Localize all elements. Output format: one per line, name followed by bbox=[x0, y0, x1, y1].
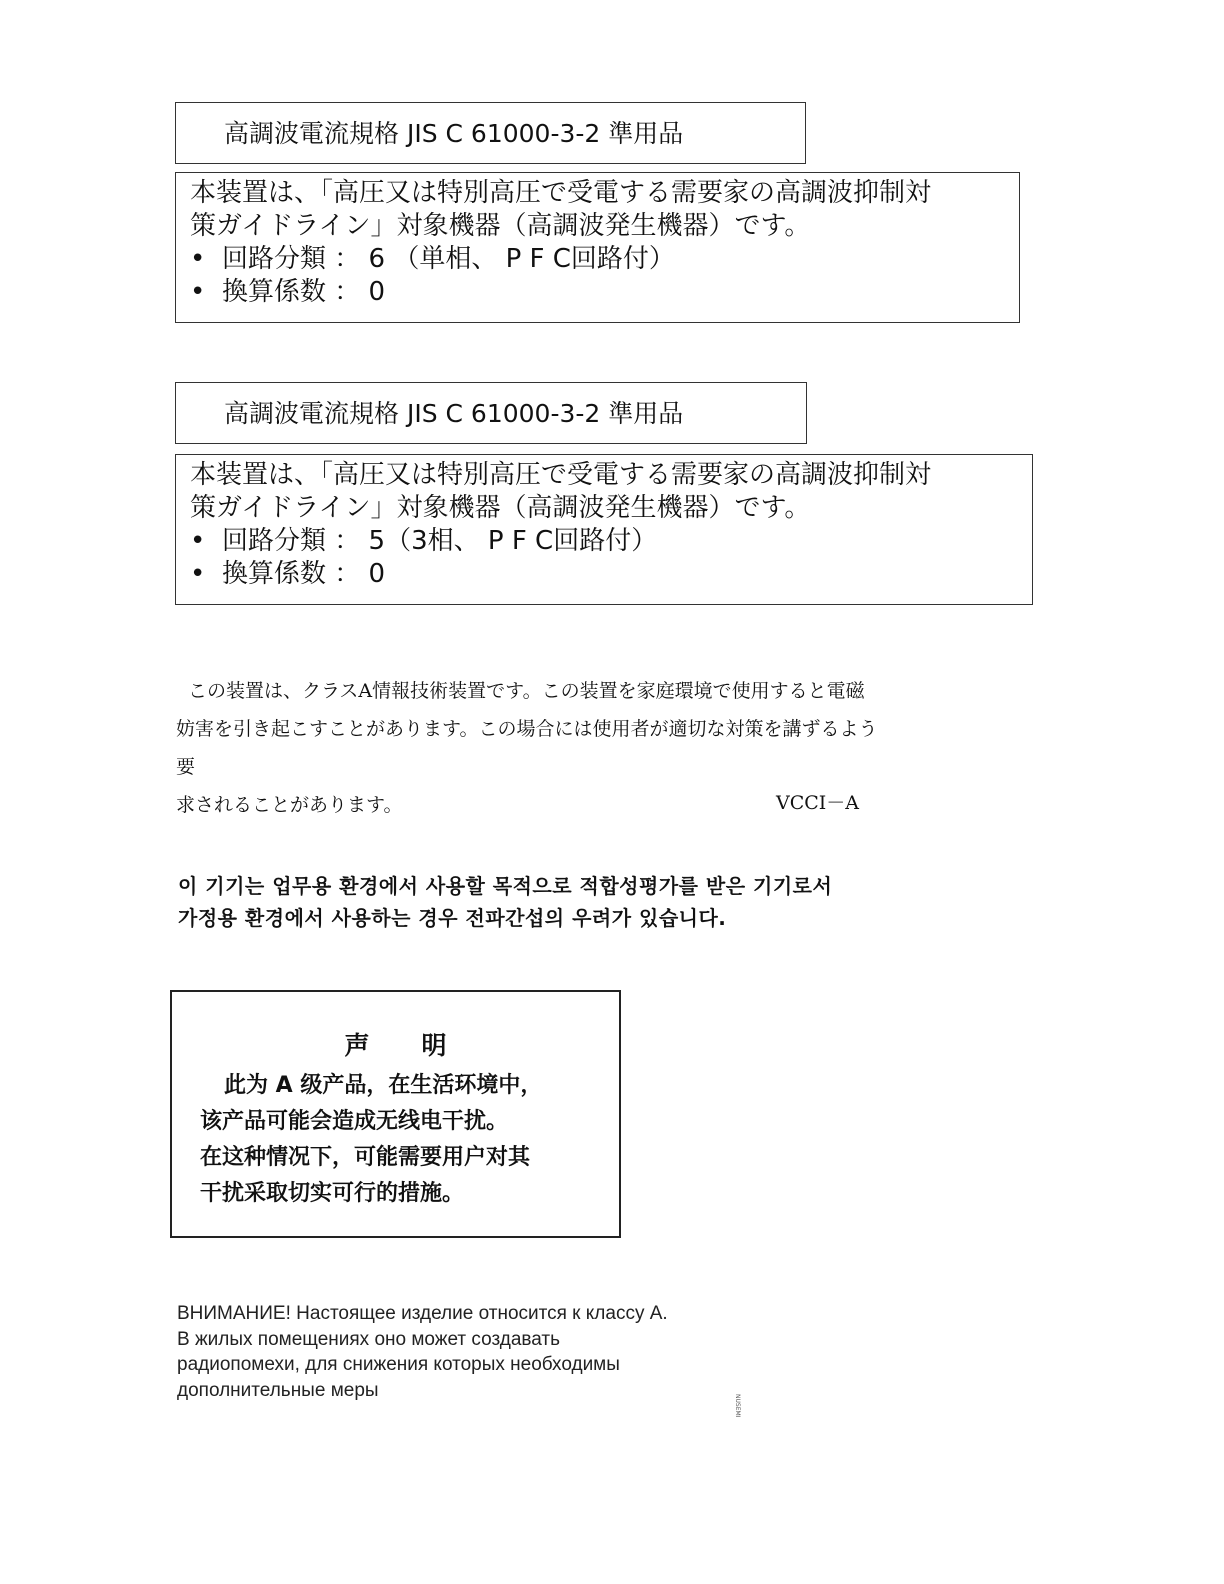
side-label: NUSEMI bbox=[734, 1394, 741, 1418]
bullet: • bbox=[190, 277, 206, 307]
china-class-a-statement bbox=[170, 990, 621, 1238]
harmonics-standard-title-text: 高調波電流規格 JIS C 61000-3-2 準用品 bbox=[224, 399, 684, 428]
harmonics-notice-box-1 bbox=[175, 172, 1020, 323]
vcci-line: この装置は、クラスA情報技術装置です。この装置を家庭環境で使用すると電磁 bbox=[188, 680, 865, 702]
circuit-class-item bbox=[190, 243, 1005, 276]
conversion-factor-text: 換算係数 ： 0 bbox=[222, 559, 386, 589]
vcci-line: 妨害を引き起こすことがあります。この場合には使用者が適切な対策を講ずるよう要 bbox=[176, 718, 878, 778]
harmonics-notice-line: 本装置は、「高圧又は特別高圧で受電する需要家の高調波抑制対 bbox=[190, 460, 932, 490]
harmonics-standard-title-2 bbox=[175, 382, 807, 444]
statement-line: 在这种情况下，可能需要用户对其 bbox=[200, 1145, 531, 1170]
harmonics-notice-line: 策ガイドライン」対象機器（高調波発生機器）です。 bbox=[190, 211, 811, 241]
russian-line: радиопомехи, для снижения которых необходимы bbox=[177, 1354, 620, 1375]
circuit-class-text: 回路分類 ： 5（3相、 P F C回路付） bbox=[222, 526, 658, 556]
circuit-class-item bbox=[190, 525, 1018, 558]
conversion-factor-item bbox=[190, 558, 1018, 591]
russian-line: дополнительные меры bbox=[177, 1379, 379, 1401]
russian-line: ВНИМАНИЕ! Настоящее изделие относится к классу А. bbox=[177, 1303, 668, 1324]
statement-line: 干扰采取切实可行的措施。 bbox=[200, 1181, 465, 1206]
vcci-line: 求されることがあります。 bbox=[176, 794, 403, 816]
statement-line: 该产品可能会造成无线电干扰。 bbox=[200, 1109, 509, 1134]
statement-body bbox=[200, 1068, 542, 1212]
bullet: • bbox=[190, 559, 206, 589]
vcci-notice bbox=[176, 672, 896, 824]
circuit-class-text: 回路分類 ： 6 （単相、 P F C回路付） bbox=[222, 244, 675, 274]
harmonics-standard-title-text: 高調波電流規格 JIS C 61000-3-2 準用品 bbox=[224, 119, 684, 148]
bullet: • bbox=[190, 244, 206, 274]
harmonics-notice-box-2 bbox=[175, 454, 1033, 605]
statement-line: 此为 A 级产品，在生活环境中， bbox=[224, 1073, 543, 1098]
russian-line: В жилых помещениях оно может создавать bbox=[177, 1328, 561, 1350]
harmonics-notice-line: 本装置は、「高圧又は特別高圧で受電する需要家の高調波抑制対 bbox=[190, 178, 932, 208]
bullet: • bbox=[190, 526, 206, 556]
korean-kc-notice bbox=[178, 870, 832, 934]
conversion-factor-item bbox=[190, 276, 1005, 309]
russian-class-a-warning bbox=[177, 1301, 668, 1403]
korean-line: 이 기기는 업무용 환경에서 사용할 목적으로 적합성평가를 받은 기기로서 bbox=[178, 874, 833, 898]
conversion-factor-text: 換算係数 ： 0 bbox=[222, 277, 386, 307]
harmonics-notice-line: 策ガイドライン」対象機器（高調波発生機器）です。 bbox=[190, 493, 811, 523]
statement-title: 声明 bbox=[344, 1031, 499, 1060]
korean-line: 가정용 환경에서 사용하는 경우 전파간섭의 우려가 있습니다. bbox=[178, 906, 727, 930]
vcci-class-mark: VCCI－A bbox=[776, 792, 860, 814]
harmonics-standard-title-1 bbox=[175, 102, 806, 164]
